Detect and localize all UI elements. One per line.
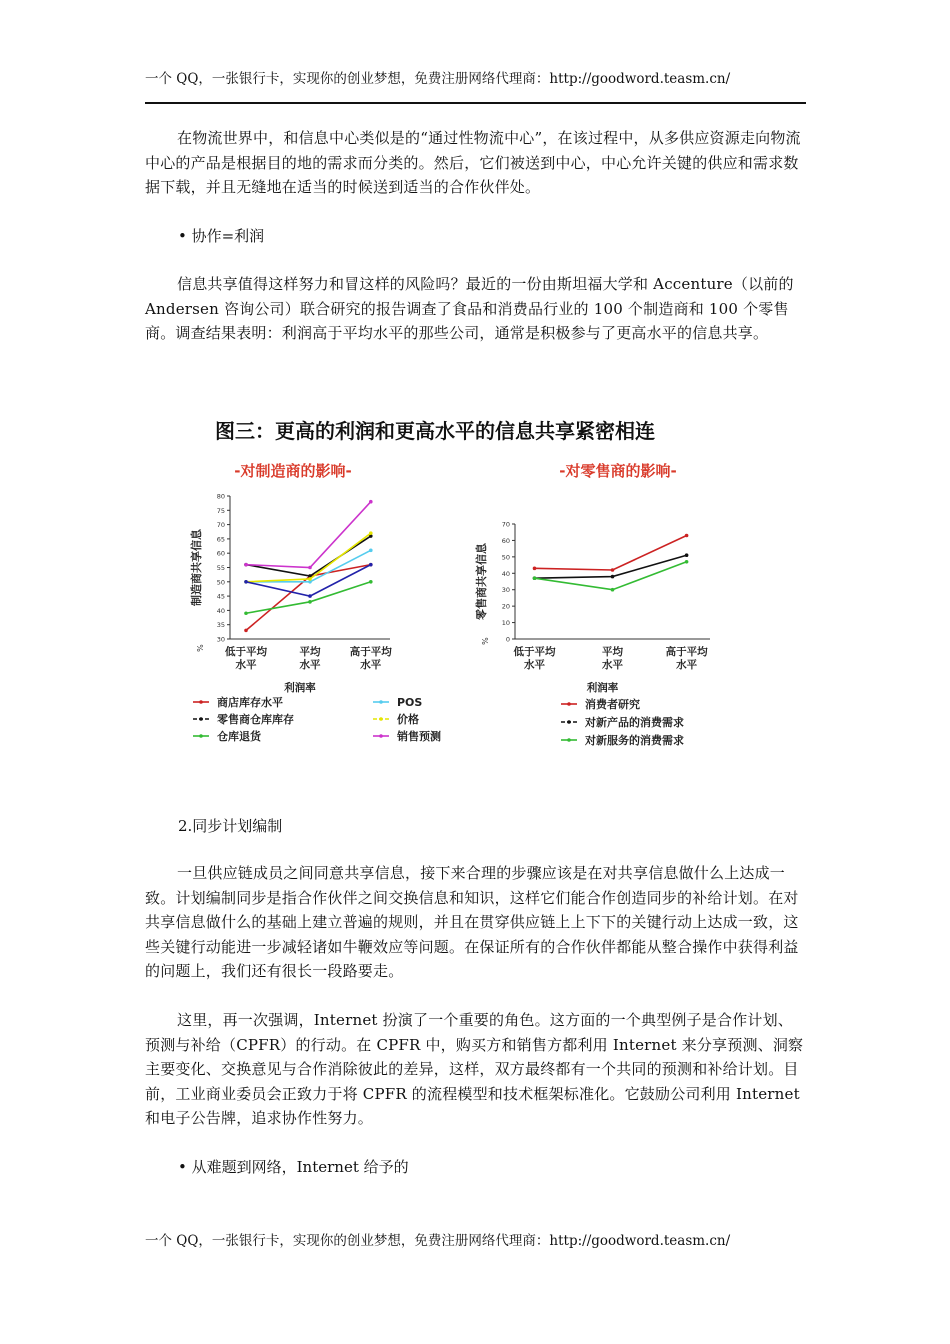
paragraph-sync-planning: 一旦供应链成员之间同意共享信息，接下来合理的步骤应该是在对共享信息做什么上达成一致。计划编制同步是指合作伙伴之间交换信息和知识，这样它们能合作创造同步的补给计划。在对共享信息做什么的基础上建立普遍的规则，并且在贯穿供应链上上下下的关键行动上达成一致，这些关键行动能进一步减轻诸如牛鞭效应等问题。在保证所有的合作伙伴都能从整合操作中获得利益的问题上，我们还有很长一段路要走。 (145, 864, 799, 981)
data-point (369, 531, 373, 535)
legend-marker (199, 700, 203, 704)
x-tick-label: 水平 (676, 659, 698, 671)
legend-marker (379, 734, 383, 738)
data-point (611, 588, 615, 592)
data-point (533, 576, 537, 580)
legend-label: 零售商仓库库存 (217, 713, 294, 726)
data-point (308, 594, 312, 598)
x-tick-label: 平均 (602, 646, 623, 658)
data-point (685, 553, 689, 557)
section-heading-sync-planning: 2.同步计划编制 (178, 817, 283, 835)
series-line (535, 536, 687, 571)
legend-label: 仓库退货 (217, 730, 261, 743)
bullet-collaboration-profit: • 协作=利润 (178, 227, 265, 245)
legend-label: 销售预测 (397, 730, 441, 743)
data-point (685, 560, 689, 564)
legend-marker (379, 700, 383, 704)
y-tick-label: 75 (216, 506, 225, 515)
paragraph-internet-cpfr: 这里，再一次强调，Internet 扮演了一个重要的角色。这方面的一个典型例子是合作计划、预测与补给（CPFR）的行动。在 CPFR 中，购买方和销售方都利用 Internet 来分享预测、洞察主要变化、交换意见与合作消除彼此的差异，这样，双方最终都有一个共同的预测和补给计划。目前，工业商业委员会正致力于将 CPFR 的流程模型和技术框架标准化。它鼓励公司利用 Internet 和电子公告牌，追求协作性努力。 (145, 1011, 804, 1128)
y-tick-label: 40 (216, 606, 225, 615)
figure-chart (185, 408, 765, 758)
data-point (369, 580, 373, 584)
legend-label: 对新服务的消费需求 (585, 734, 684, 747)
data-point (369, 563, 373, 567)
y-tick-label: 70 (501, 520, 510, 529)
series-line (535, 562, 687, 590)
y-tick-label: 50 (216, 578, 225, 587)
data-point (369, 500, 373, 504)
data-point (533, 567, 537, 571)
x-tick-label: 水平 (299, 659, 321, 671)
y-tick-label: 35 (216, 621, 225, 630)
data-point (244, 563, 248, 567)
x-tick-label: 高于平均 (349, 646, 392, 658)
legend-marker (379, 717, 383, 721)
chart-title: -对零售商的影响- (559, 462, 677, 480)
paragraph-logistics: 在物流世界中，和信息中心类似是的“通过性物流中心”，在该过程中，从多供应资源走向物流中心的产品是根据目的地的需求而分类的。然后，它们被送到中心，中心允许关键的供应和需求数据下载，并且无缝地在适当的时候送到适当的合作伙伴处。 (145, 129, 801, 197)
series-line (246, 536, 371, 576)
legend-marker (199, 717, 203, 721)
page-header: 一个 QQ，一张银行卡，实现你的创业梦想，免费注册网络代理商：http://goodword.teasm.cn/ (145, 71, 731, 87)
y-axis-label: 制造商共享信息 (190, 529, 203, 606)
x-axis-label: 利润率 (586, 682, 619, 694)
data-point (244, 629, 248, 633)
data-point (244, 580, 248, 584)
data-point (244, 611, 248, 615)
x-tick-label: 平均 (299, 646, 321, 658)
manufacturer-chart (189, 462, 441, 743)
x-axis-label: 利润率 (284, 682, 316, 694)
legend-marker (199, 734, 203, 738)
legend-label: POS (397, 696, 423, 709)
x-tick-label: 水平 (602, 659, 623, 671)
data-point (308, 577, 312, 581)
data-point (369, 549, 373, 553)
x-tick-label: 水平 (235, 659, 257, 671)
y-tick-label: 30 (501, 586, 510, 595)
x-tick-label: 高于平均 (665, 646, 708, 658)
y-tick-label: 80 (216, 492, 225, 501)
y-tick-label: 65 (216, 535, 225, 544)
y-unit: % (481, 637, 490, 645)
data-point (685, 534, 689, 538)
legend-marker (567, 720, 571, 724)
x-tick-label: 低于平均 (513, 646, 556, 658)
y-tick-label: 60 (501, 536, 510, 545)
chart-title: -对制造商的影响- (234, 462, 352, 480)
legend-label: 价格 (397, 713, 419, 726)
y-tick-label: 45 (216, 592, 225, 601)
legend-label: 商店库存水平 (217, 696, 283, 709)
x-tick-label: 水平 (360, 659, 382, 671)
y-tick-label: 55 (216, 564, 225, 572)
x-tick-label: 水平 (524, 659, 545, 671)
legend-label: 消费者研究 (585, 698, 640, 711)
y-tick-label: 60 (216, 549, 225, 558)
y-axis-label: 零售商共享信息 (475, 543, 488, 620)
legend-marker (567, 738, 571, 742)
y-tick-label: 0 (505, 635, 510, 644)
retailer-chart (474, 462, 710, 747)
figure-title: 图三：更高的利润和更高水平的信息共享紧密相连 (215, 419, 655, 443)
y-tick-label: 40 (501, 569, 510, 578)
x-tick-label: 低于平均 (225, 646, 267, 658)
data-point (611, 575, 615, 579)
y-tick-label: 20 (501, 602, 510, 611)
series-line (246, 502, 371, 568)
page-footer: 一个 QQ，一张银行卡，实现你的创业梦想，免费注册网络代理商：http://goodword.teasm.cn/ (145, 1233, 731, 1249)
legend-marker (567, 702, 571, 706)
header-rule (145, 102, 806, 104)
bullet-internet: • 从难题到网络，Internet 给予的 (178, 1158, 409, 1176)
y-tick-label: 70 (216, 521, 225, 530)
series-line (535, 555, 687, 578)
legend-label: 对新产品的消费需求 (585, 716, 684, 729)
data-point (308, 566, 312, 570)
y-tick-label: 50 (501, 553, 510, 562)
y-tick-label: 10 (501, 619, 510, 628)
y-tick-label: 30 (216, 635, 225, 644)
paragraph-research: 信息共享值得这样努力和冒这样的风险吗？最近的一份由斯坦福大学和 Accenture（以前的 Andersen 咨询公司）联合研究的报告调查了食品和消费品行业的 100 个制造商和 100 个零售商。调查结果表明：利润高于平均水平的那些公司，通常是积极参与了更高水平的信息共享。 (145, 275, 794, 343)
y-unit: % (196, 644, 205, 652)
data-point (611, 568, 615, 572)
data-point (308, 600, 312, 604)
